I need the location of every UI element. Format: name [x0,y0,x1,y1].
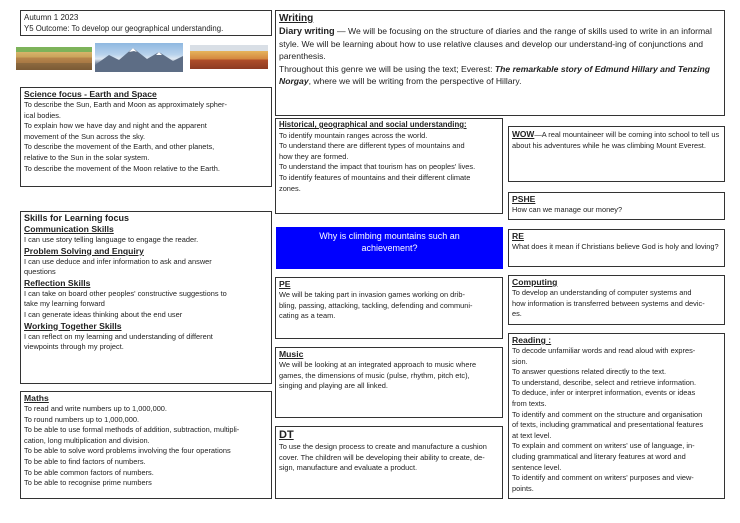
reading-line: from texts. [512,398,547,408]
music-line: singing and playing are all linked. [279,381,388,391]
wow-heading: WOW [512,129,535,139]
pe-line: We will be taking part in invasion games working on drib- [279,290,465,299]
question-text: Why is climbing mountains such an achievement? [319,231,460,253]
science-line: relative to the Sun in the solar system. [24,152,150,162]
maths-line: To be able to solve word problems involving the four operations [24,446,231,456]
reading-line: To deduce, infer or interpret information, events or ideas [512,388,696,398]
pshe-text: How can we manage our money? [512,205,623,214]
computing-heading: Computing [512,277,558,287]
maths-line: To be able common factors of numbers. [24,467,154,477]
history-line: To identify features of mountains and their different climate [279,172,471,182]
skills-box [20,211,272,384]
computing-box [508,275,725,325]
dt-line: To use the design process to create and manufacture a cushion [279,442,487,451]
reading-line: cluding grammatical and literary features at word and [512,451,686,461]
reading-line: To explain and comment on writers' use of language, in- [512,441,695,451]
history-line: To understand the impact that tourism has on peoples' lives. [279,162,476,172]
science-line: ical bodies. [24,110,61,120]
writing-text [279,63,721,88]
wow-body: —A real mountaineer will be coming into school to tell us about his adventures while he was climbing Mount Everest. [512,130,720,150]
skills-line: viewpoints through my project. [24,342,124,352]
re-box [508,229,725,267]
wow-text [512,129,721,151]
reading-line: at text level. [512,430,552,440]
history-line: To identify mountain ranges across the world. [279,130,428,140]
music-line: We will be looking at an integrated approach to music where [279,360,477,369]
history-line: zones. [279,183,301,193]
skills-line: I can reflect on my learning and understanding of different [24,331,213,341]
rock-layers-image [16,47,92,70]
maths-line: To read and write numbers up to 1,000,000. [24,404,167,413]
dt-heading: DT [279,429,294,441]
skills-line: I can take on board other peoples' constructive suggestions to [24,288,227,298]
skills-line: I can use story telling language to engage the reader. [24,235,199,244]
reading-line: sentence level. [512,462,562,472]
music-line: games, the dimensions of music (pulse, rhythm, pitch etc), [279,370,470,380]
science-box [20,87,272,187]
history-box [275,118,503,214]
pe-line: cating as a team. [279,311,336,321]
reading-line: To identify and comment on writers' purposes and view- [512,473,694,483]
pe-heading: PE [279,279,291,289]
writing-intro [279,25,721,63]
history-heading: Historical, geographical and social understanding: [279,120,467,129]
mountain-peaks [95,43,183,72]
history-line: To understand there are different types of mountains and [279,141,465,151]
writing-box [275,10,725,116]
writing-text-pre: Throughout this genre we will be using the text; Everest: [279,63,495,74]
skills-line: I can generate ideas thinking about the end user [24,309,183,319]
dt-line: cover. The children will be developing their ability to create, de- [279,452,485,462]
skills-group-title: Problem Solving and Enquiry [24,245,144,256]
reading-line: To identify and comment on the structure and organisation [512,409,703,419]
reading-heading: Reading : [512,335,552,345]
computing-line: To develop an understanding of computer systems and [512,288,692,297]
science-line: To describe the movement of the Earth, and other planets, [24,142,215,152]
writing-subheading: Diary writing [279,26,335,36]
skills-group-title: Communication Skills [24,224,114,234]
computing-line: es. [512,309,522,319]
question-banner [276,227,503,269]
pe-line: bling, passing, attacking, tackling, defending and communi- [279,300,473,310]
writing-text-post: , where we will be writing from the perspective of Hillary. [308,76,522,87]
outcome-text: Y5 Outcome: To develop our geographical understanding. [24,23,224,33]
dt-line: sign, manufacture and evaluate a product. [279,463,418,473]
skills-line: questions [24,267,56,277]
writing-book-title: The remarkable story of Edmund Hillary and Tenzing Norgay [279,63,710,87]
pe-box [275,277,503,339]
maths-line: To be able to recognise prime numbers [24,478,152,488]
plate-diagram-image [190,45,268,69]
maths-line: To round numbers up to 1,000,000. [24,414,140,424]
skills-group-title: Working Together Skills [24,320,122,331]
maths-line: cation, long multiplication and division. [24,435,150,445]
science-line: To explain how we have day and night and the apparent [24,121,207,131]
maths-heading: Maths [24,393,49,403]
reading-line: To understand, describe, select and retrieve information. [512,377,697,387]
computing-line: how information is transferred between systems and devic- [512,298,705,308]
maths-line: To be able to find factors of numbers. [24,456,146,466]
header-box [20,10,272,36]
wow-box [508,126,725,182]
reading-line: points. [512,483,534,493]
skills-line: take my learning forward [24,299,105,309]
reading-box [508,333,725,499]
pshe-box [508,192,725,220]
science-line: To describe the movement of the Moon relative to the Earth. [24,163,220,173]
skills-line: I can use deduce and infer information to ask and answer [24,256,212,266]
page-title: Autumn 1 2023 [24,13,79,22]
pshe-heading: PSHE [512,194,536,204]
science-line: To describe the Sun, Earth and Moon as approximately spher- [24,100,227,109]
reading-line: To answer questions related directly to the text. [512,367,667,377]
skills-heading: Skills for Learning focus [24,213,130,223]
re-text: What does it mean if Christians believe God is holy and loving? [512,242,719,251]
music-box [275,347,503,418]
reading-line: of texts, including grammatical and presentational features [512,420,704,430]
writing-heading: Writing [279,13,314,24]
science-lines [24,100,268,174]
music-heading: Music [279,349,304,359]
science-heading: Science focus - Earth and Space [24,89,157,99]
science-line: movement of the Sun across the sky. [24,131,146,141]
dt-box [275,426,503,499]
skills-group-title: Reflection Skills [24,277,91,288]
writing-intro-text: — We will be focusing on the structure of diaries and the range of skills used to write in an informal style. We will be learning about how to use relative clauses and develop our understand-ing of conjunctions and parenthesis. [279,26,712,62]
reading-line: sion. [512,356,528,366]
re-heading: RE [512,231,524,241]
maths-line: To be able to use formal methods of addition, subtraction, multipli- [24,425,240,435]
history-line: how they are formed. [279,151,349,161]
reading-line: To decode unfamiliar words and read aloud with expres- [512,346,696,355]
maths-box [20,391,272,499]
